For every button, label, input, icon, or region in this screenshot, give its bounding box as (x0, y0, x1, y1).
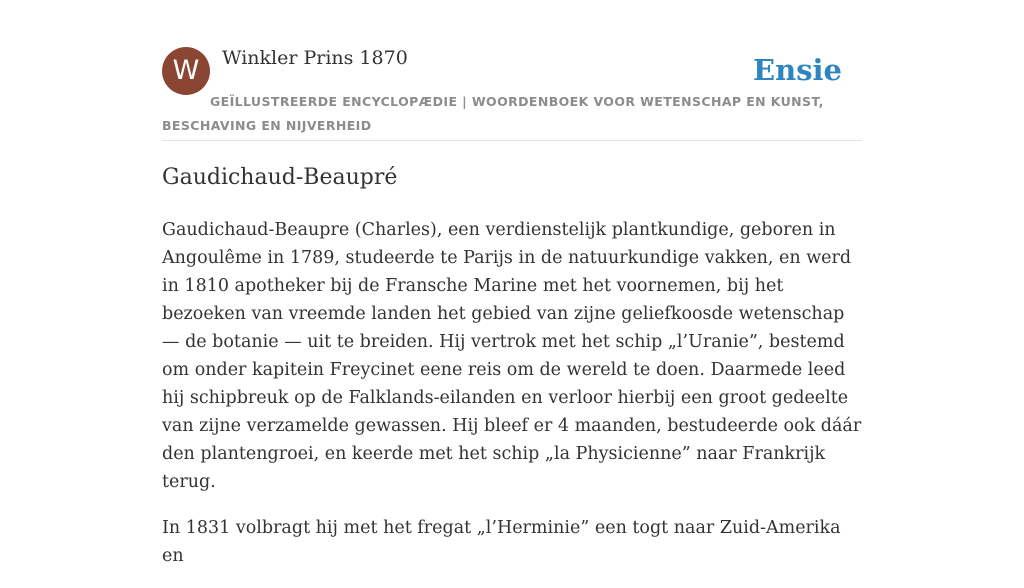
article-paragraph: In 1831 volbragt hij met het fregat „l’Herminie” een togt naar Zuid-Amerika en (162, 518, 841, 566)
article-title: Gaudichaud-Beaupré (162, 165, 398, 190)
source-header (162, 46, 862, 141)
brand-logo[interactable]: Ensie (753, 53, 842, 87)
source-title[interactable]: Winkler Prins 1870 (222, 47, 408, 69)
source-subtitle: GEÏLLUSTREERDE ENCYCLOPÆDIE | WOORDENBOEK VOOR WETENSCHAP EN KUNST, BESCHAVING EN NIJVERHEID (162, 94, 824, 133)
article-paragraph: Gaudichaud-Beaupre (Charles), een verdienstelijk plantkundige, geboren in Angoulême in 1789, studeerde te Parijs in de natuurkundige vakken, en werd in 1810 apotheker bij de Fransche Marine met het voornemen, bij het bezoeken van vreemde landen het gebied van zijne geliefkoosde wetenschap — de botanie — uit te breiden. Hij vertrok met het schip „l’Uranie”, bestemd om onder kapitein Freycinet eene reis om de wereld te doen. Daarmede leed hij schipbreuk op de Falklands-eilanden en verloor hierbij een groot gedeelte van zijne verzamelde gewassen. Hij bleef er 4 maanden, bestudeerde ook dáár den plantengroei, en keerde met het schip „la Physicienne” naar Frankrijk terug. (162, 220, 862, 492)
source-avatar[interactable]: W (162, 47, 210, 95)
article-body (162, 216, 862, 588)
